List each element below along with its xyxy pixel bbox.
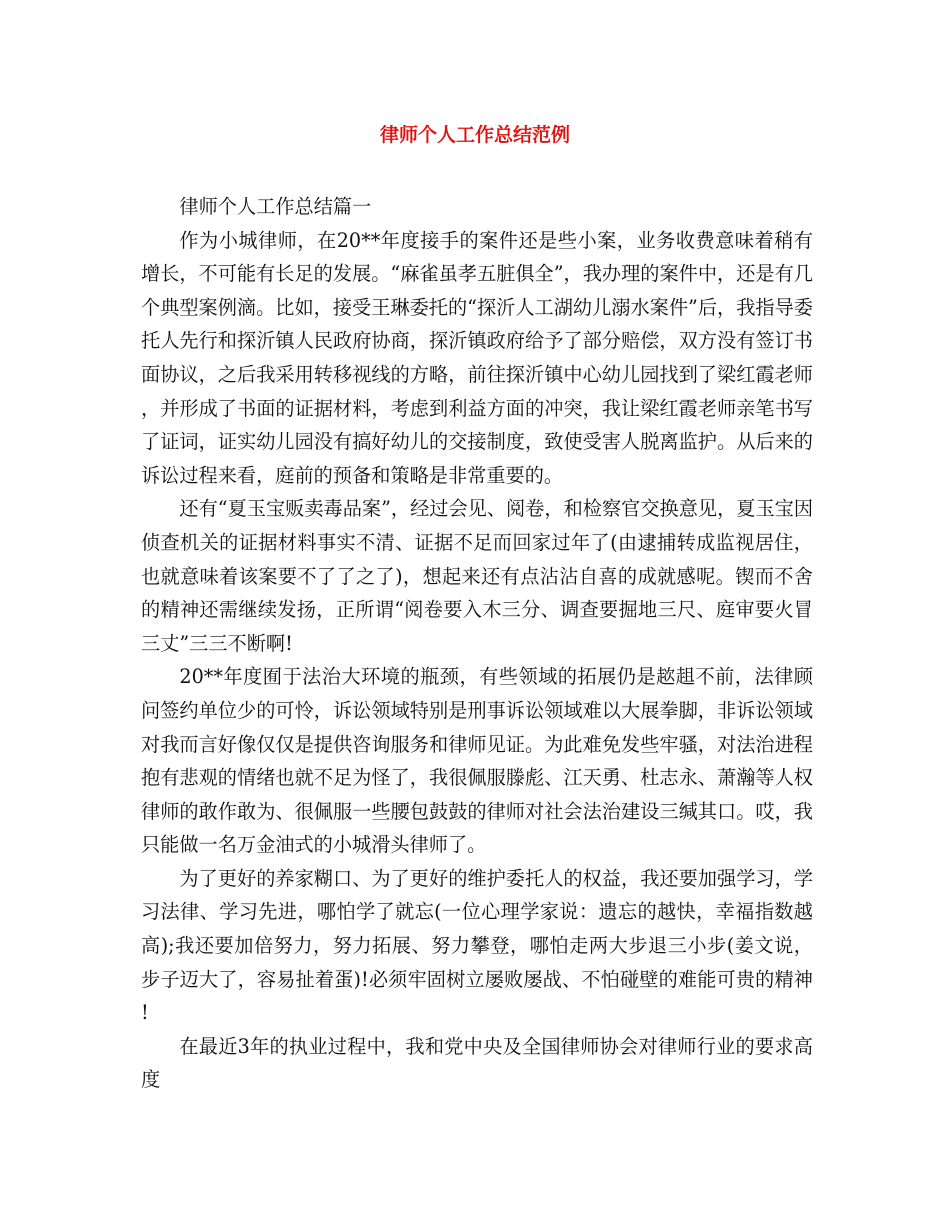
body-paragraph: 还有“夏玉宝贩卖毒品案”，经过会见、阅卷，和检察官交换意见，夏玉宝因侦查机关的证据材料事实不清、证据不足而回家过年了(由逮捕转成监视居住，也就意味着该案要不了了之了)，想起来还有点沾沾自喜的成就感呢。锲而不舍的精神还需继续发扬，正所谓“阅卷要入木三分、调查要掘地三尺、庭审要火冒三丈”三三不断啊! xyxy=(141,497,814,655)
body-paragraph: 20**年度囿于法治大环境的瓶颈，有些领域的拓展仍是趑趄不前，法律顾问签约单位少的可怜，诉讼领域特别是刑事诉讼领域难以大展拳脚，非诉讼领域对我而言好像仅仅是提供咨询服务和律师见证。为此难免发些牢骚，对法治进程抱有悲观的情绪也就不足为怪了，我很佩服滕彪、江天勇、杜志永、萧瀚等人权律师的敢作敢为、很佩服一些腰包鼓鼓的律师对社会法治建设三缄其口。哎，我只能做一名万金油式的小城滑头律师了。 xyxy=(141,665,813,857)
body-paragraph: 为了更好的养家糊口、为了更好的维护委托人的权益，我还要加强学习，学习法律、学习先进，哪怕学了就忘(一位心理学家说：遗忘的越快，幸福指数越高);我还要加倍努力，努力拓展、努力攀登，哪怕走两大步退三小步(姜文说，步子迈大了，容易扯着蛋)!必须牢固树立屡败屡战、不怕碰壁的难能可贵的精神! xyxy=(141,866,813,1025)
body-paragraph: 作为小城律师，在20**年度接手的案件还是些小案，业务收费意味着稍有增长，不可能有长足的发展。“麻雀虽孝五脏俱全”，我办理的案件中，还是有几个典型案例滴。比如，接受王琳委托的“探沂人工湖幼儿溺水案件”后，我指导委托人先行和探沂镇人民政府协商，探沂镇政府给予了部分赔偿，双方没有签订书面协议，之后我采用转移视线的方略，前往探沂镇中心幼儿园找到了梁红霞老师，并形成了书面的证据材料，考虑到利益方面的冲突，我让梁红霞老师亲笔书写了证词，证实幼儿园没有搞好幼儿的交接制度，致使受害人脱离监护。从后来的诉讼过程来看，庭前的预备和策略是非常重要的。 xyxy=(141,228,813,487)
document-body xyxy=(141,190,813,1097)
document-title: 律师个人工作总结范例 xyxy=(379,124,570,146)
body-paragraph: 在最近3年的执业过程中，我和党中央及全国律师协会对律师行业的要求高度 xyxy=(141,1034,813,1092)
section-heading: 律师个人工作总结篇一 xyxy=(179,195,372,218)
